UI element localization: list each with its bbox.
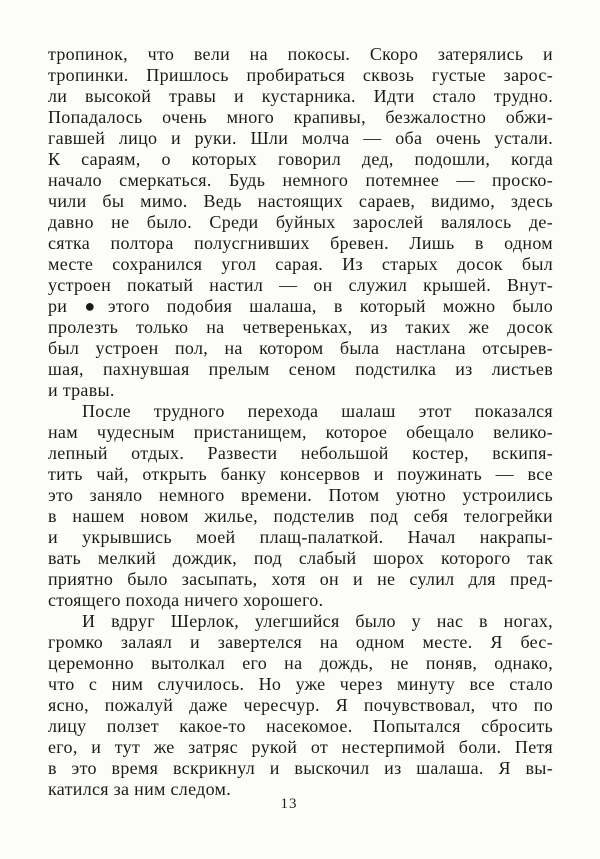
text-line: лепный отдых. Развести небольшой костер, вскипя- xyxy=(48,443,553,463)
text-line: приятно было засыпать, хотя он и не сулил для пред- xyxy=(48,569,553,589)
text-line: начало смеркаться. Будь немного потемнее — проско- xyxy=(48,170,553,190)
text-line: в это время вскрикнул и выскочил из шалаша. Я вы- xyxy=(48,758,553,778)
page-number: 13 xyxy=(280,796,298,812)
text-line: церемонно вытолкал его на дождь, не поняв, однако, xyxy=(48,653,553,673)
text-line: пролезть только на четвереньках, из таких же досок xyxy=(48,317,553,337)
text-line: был устроен пол, на котором была настлана отсырев- xyxy=(48,338,553,358)
text-line: его, и тут же затряс рукой от нестерпимой боли. Петя xyxy=(48,737,553,757)
text-line: катился за ним следом. xyxy=(48,779,232,799)
text-line: И вдруг Шерлок, улегшийся было у нас в ногах, xyxy=(82,611,553,631)
text-line: и укрывшись моей плащ-палаткой. Начал накрапы- xyxy=(48,527,553,547)
text-line: и травы. xyxy=(48,380,115,400)
text-line: После трудного перехода шалаш этот показался xyxy=(82,401,553,421)
text-block xyxy=(48,44,553,800)
text-line: чили бы мимо. Ведь настоящих сараев, видимо, здесь xyxy=(48,191,553,211)
text-line: К сараям, о которых говорил дед, подошли, когда xyxy=(48,149,553,169)
text-line: это заняло немного времени. Потом уютно устроились xyxy=(48,485,553,505)
text-line: стоящего похода ничего хорошего. xyxy=(48,590,324,610)
text-line: устроен покатый настил — он служил крышей. Внут- xyxy=(48,275,553,295)
text-line: ли высокой травы и кустарника. Идти стало трудно. xyxy=(48,86,553,106)
text-line: вать мелкий дождик, под слабый шорох которого так xyxy=(48,548,553,568)
text-line: Попадалось очень много крапивы, безжалостно обжи- xyxy=(48,107,553,127)
text-line: в нашем новом жилье, подстелив под себя телогрейки xyxy=(48,506,553,526)
text-line: тропинки. Пришлось пробираться сквозь густые зарос- xyxy=(48,65,553,85)
text-line: шая, пахнувшая прелым сеном подстилка из листьев xyxy=(48,359,553,379)
text-line: гавшей лицо и руки. Шли молча — оба очень устали. xyxy=(48,128,553,148)
text-line: тить чай, открыть банку консервов и поужинать — все xyxy=(48,464,553,484)
text-line: месте сохранился угол сарая. Из старых досок был xyxy=(48,254,553,274)
text-line: ясно, пожалуй даже чересчур. Я почувствовал, что по xyxy=(48,695,553,715)
text-line: давно не было. Среди буйных зарослей валялось де- xyxy=(48,212,553,232)
text-line: что с ним случилось. Но уже через минуту все стало xyxy=(48,674,553,694)
text-line: громко залаял и завертелся на одном месте. Я бес- xyxy=(48,632,553,652)
text-line: нам чудесным пристанищем, которое обещало велико- xyxy=(48,422,553,442)
text-line: сятка полтора полусгнивших бревен. Лишь в одном xyxy=(48,233,553,253)
text-line: тропинок, что вели на покосы. Скоро затерялись и xyxy=(48,44,553,64)
text-line: ри ●этого подобия шалаша, в который можно было xyxy=(48,296,553,316)
text-line: лицу ползет какое-то насекомое. Попытался сбросить xyxy=(48,716,553,736)
